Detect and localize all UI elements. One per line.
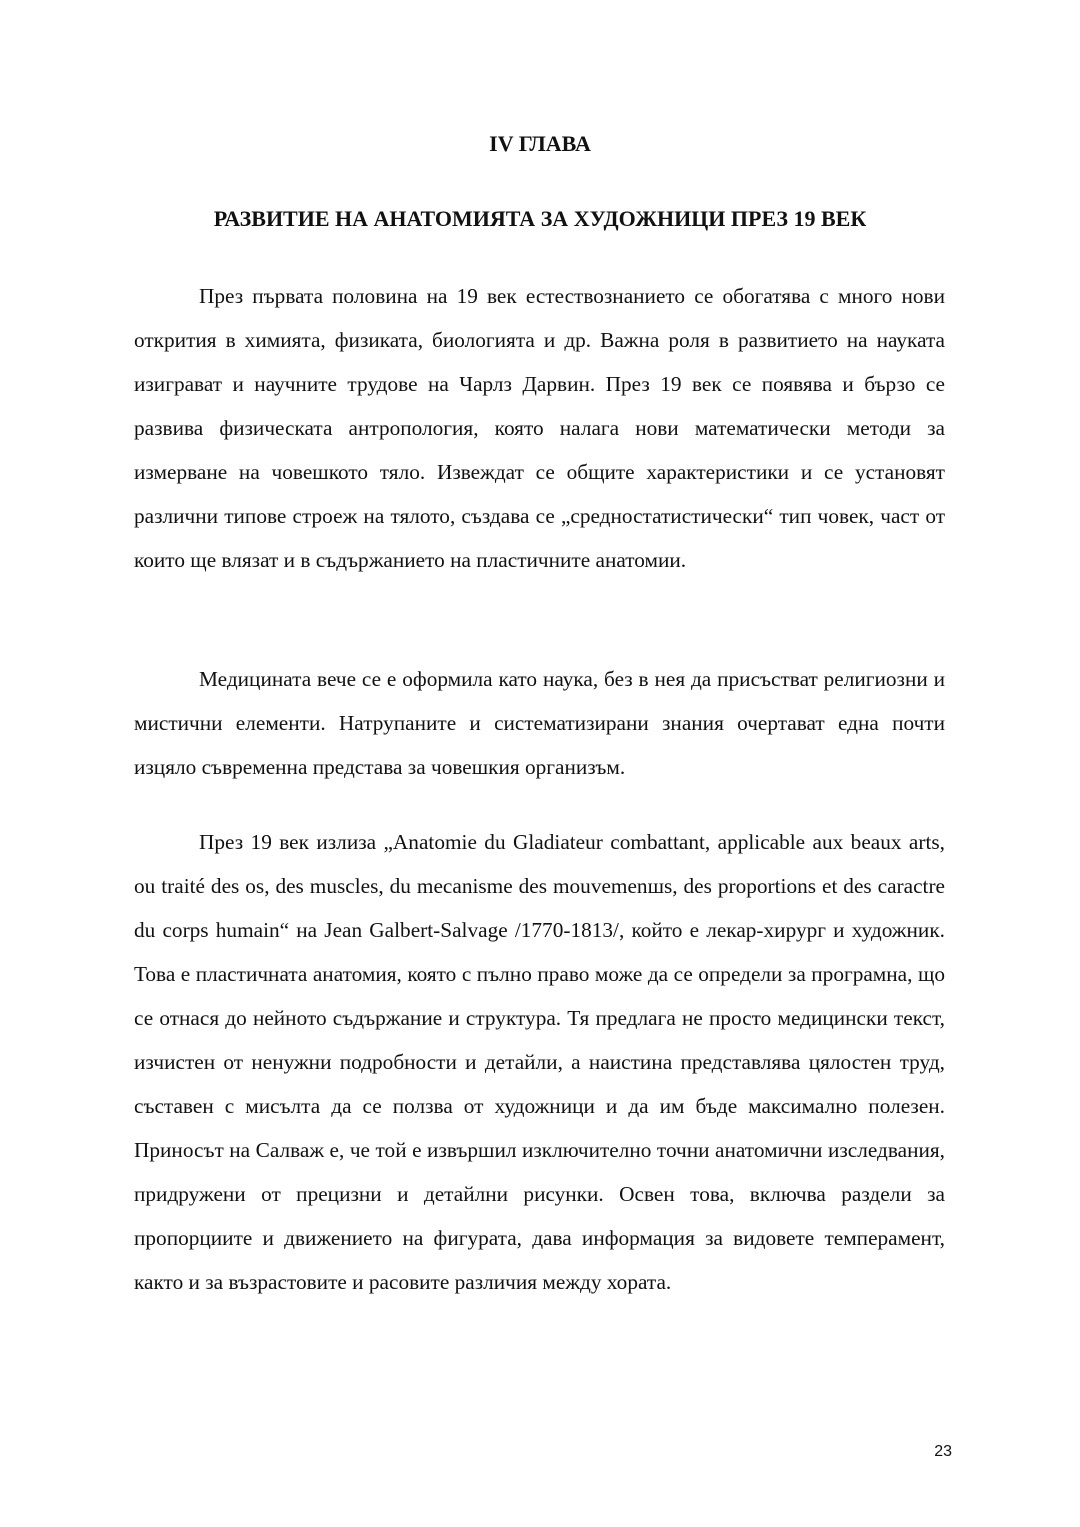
paragraph-salvage-anatomy: През 19 век излиза „Anatomie du Gladiateur combattant, applicable aux beaux arts, ou traité des os, des muscles, du mecanisme des mouvemenшs, des proportions et des caractre du corps humain“ на Jean Galbert-Salvage /1770-1813/, който е лекар-хирург и художник. Това е пластичната анатомия, която с пълно право може да се определи за програмна, що се отнася до нейното съдържание и структура. Тя предлага не просто медицински текст, изчистен от ненужни подробности и детайли, а наистина представлява цялостен труд, съставен с мисълта да се ползва от художници и да им бъде максимално полезен. Приносът на Салваж е, че той е извършил изключително точни анатомични изследвания, придружени от прецизни и детайлни рисунки. Освен това, включва раздели за пропорциите и движението на фигурата, дава информация за видовете темперамент, както и за възрастовите и расовите различия между хората. <box>134 830 945 1294</box>
paragraph-natural-science: През първата половина на 19 век естествознанието се обогатява с много нови открития в химията, физиката, биологията и др. Важна роля в развитието на науката изиграват и научните трудове на Чарлз Дарвин. През 19 век се появява и бързо се развива физическата антропология, която налага нови математически методи за измерване на човешкото тяло. Извеждат се общите характеристики и се установят различни типове строеж на тялото, създава се „средностатистически“ тип човек, част от които ще влязат и в съдържанието на пластичните анатомии. <box>134 284 945 572</box>
chapter-title: IV ГЛАВА <box>489 131 591 156</box>
page-number: 23 <box>934 1443 952 1460</box>
chapter-subtitle: РАЗВИТИЕ НА АНАТОМИЯТА ЗА ХУДОЖНИЦИ ПРЕЗ 19 ВЕК <box>213 206 867 231</box>
paragraph-medicine: Медицината вече се е оформила като наука, без в нея да присъстват религиозни и мистични елементи. Натрупаните и систематизирани знания очертават една почти изцяло съвременна представа за човешкия организъм. <box>134 667 945 779</box>
